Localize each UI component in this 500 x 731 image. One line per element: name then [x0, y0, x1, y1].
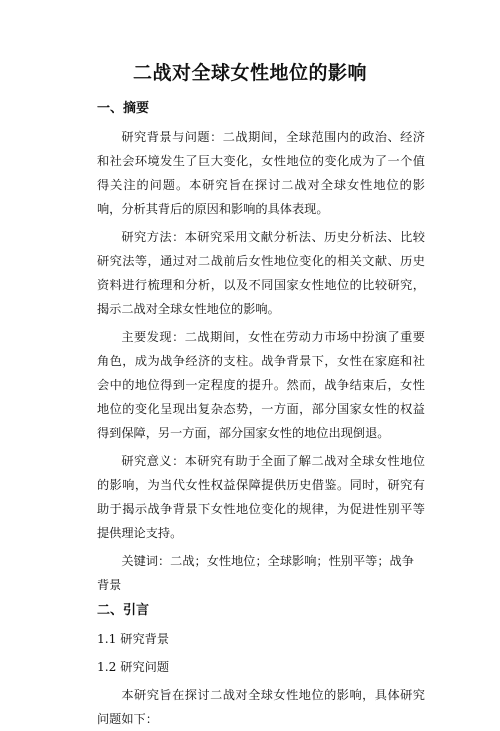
section-heading-introduction: 二、引言 — [97, 603, 150, 618]
abstract-significance-paragraph: 研究意义：本研究有助于全面了解二战对全球女性地位的影响，为当代女性权益保障提供历史借鉴。同时，研究有助于揭示战争背景下女性地位变化的规律，为促进性别平等提供理论支持。 — [97, 454, 425, 540]
document-title: 二战对全球女性地位的影响 — [132, 62, 367, 84]
abstract-background-paragraph: 研究背景与问题：二战期间，全球范围内的政治、经济和社会环境发生了巨大变化，女性地位的变化成为了一个值得关注的问题。本研究旨在探讨二战对全球女性地位的影响，分析其背后的原因和影响的具体表现。 — [97, 130, 425, 216]
keywords-line: 关键词：二战；女性地位；全球影响；性别平等；战争背景 — [97, 554, 414, 592]
abstract-methods-paragraph: 研究方法：本研究采用文献分析法、历史分析法、比较研究法等，通过对二战前后女性地位变化的相关文献、历史资料进行梳理和分析，以及不同国家女性地位的比较研究，揭示二战对全球女性地位的影响。 — [97, 230, 425, 316]
subsection-research-background: 1.1 研究背景 — [97, 632, 170, 646]
research-questions-intro-paragraph: 本研究旨在探讨二战对全球女性地位的影响，具体研究问题如下： — [97, 688, 425, 726]
abstract-findings-paragraph: 主要发现：二战期间，女性在劳动力市场中扮演了重要角色，成为战争经济的支柱。战争背景下，女性在家庭和社会中的地位得到一定程度的提升。然而，战争结束后，女性地位的变化呈现出复杂态势，一方面，部分国家女性的权益得到保障，另一方面，部分国家女性的地位出现倒退。 — [97, 330, 425, 440]
subsection-research-questions: 1.2 研究问题 — [97, 660, 170, 674]
section-heading-abstract: 一、摘要 — [97, 101, 150, 116]
